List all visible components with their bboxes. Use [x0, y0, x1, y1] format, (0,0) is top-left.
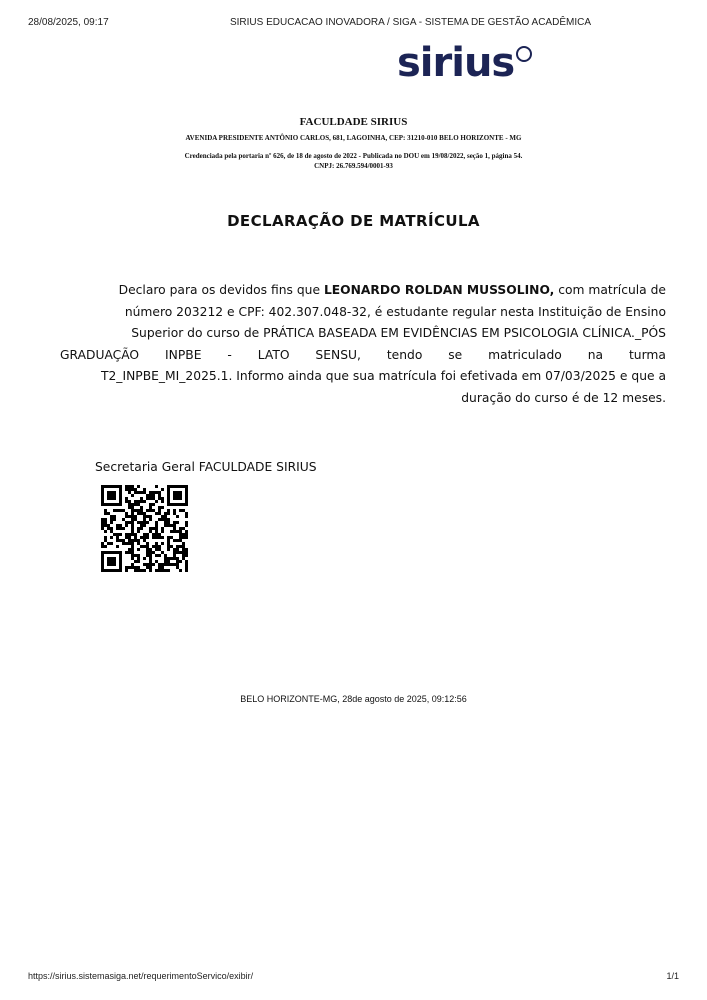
qr-code-icon [101, 485, 188, 572]
declaration-word: turma [628, 347, 666, 362]
declaration-line-4 [60, 345, 666, 367]
institution-name: FACULDADE SIRIUS [299, 116, 408, 128]
declaration-word: tendo [386, 347, 423, 362]
print-url: https://sirius.sistemasiga.net/requerimentoServico/exibir/ [28, 971, 254, 981]
logo-ring-icon [516, 46, 532, 62]
print-datetime: 28/08/2025, 09:17 [28, 17, 109, 28]
print-header-title: SIRIUS EDUCACAO INOVADORA / SIGA - SISTEMA DE GESTÃO ACADÊMICA [229, 17, 591, 28]
declaration-line-1 [60, 280, 666, 302]
institution-accreditation: Credenciada pela portaria nº 626, de 18 de agosto de 2022 - Publicada no DOU em 19/08/2022, seção 1, página 54. [184, 152, 523, 160]
declaration-word: matriculado [488, 347, 562, 362]
declaration-line-5: T2_INPBE_MI_2025.1. Informo ainda que sua matrícula foi efetivada em 07/03/2025 e que a [100, 369, 666, 383]
institution-cnpj: CNPJ: 26.769.594/0001-93 [314, 162, 393, 170]
declaration-word: na [587, 347, 604, 362]
declaration-word: SENSU, [315, 347, 361, 362]
signature-label: Secretaria Geral FACULDADE SIRIUS [95, 460, 317, 474]
declaration-text [60, 280, 666, 409]
declaration-line-3: Superior do curso de PRÁTICA BASEADA EM EVIDÊNCIAS EM PSICOLOGIA CLÍNICA._PÓS [131, 326, 666, 340]
declaration-word: GRADUAÇÃO [60, 347, 140, 362]
declaration-line-2: número 203212 e CPF: 402.307.048-32, é estudante regular nesta Instituição de Ensino [124, 304, 666, 319]
declaration-line-1-prefix: Declaro para os devidos fins que [118, 283, 321, 297]
declaration-word: INPBE [165, 347, 202, 362]
declaration-word: LATO [257, 347, 290, 362]
declaration-word: - [227, 347, 232, 362]
document-title: DECLARAÇÃO DE MATRÍCULA [227, 212, 480, 230]
declaration-line-1-suffix: com matrícula de [558, 283, 666, 297]
declaration-word: se [448, 347, 463, 362]
student-name: LEONARDO ROLDAN MUSSOLINO, [323, 283, 555, 297]
sirius-logo [397, 40, 542, 90]
institution-address: AVENIDA PRESIDENTE ANTÔNIO CARLOS, 681, LAGOINHA, CEP: 31210-010 BELO HORIZONTE - MG [185, 134, 522, 142]
place-and-date: BELO HORIZONTE-MG, 28de agosto de 2025, 09:12:56 [240, 694, 467, 704]
logo-wordmark: sirius [397, 40, 515, 86]
page-number: 1/1 [666, 971, 679, 981]
declaration-line-6: duração do curso é de 12 meses. [461, 390, 666, 405]
